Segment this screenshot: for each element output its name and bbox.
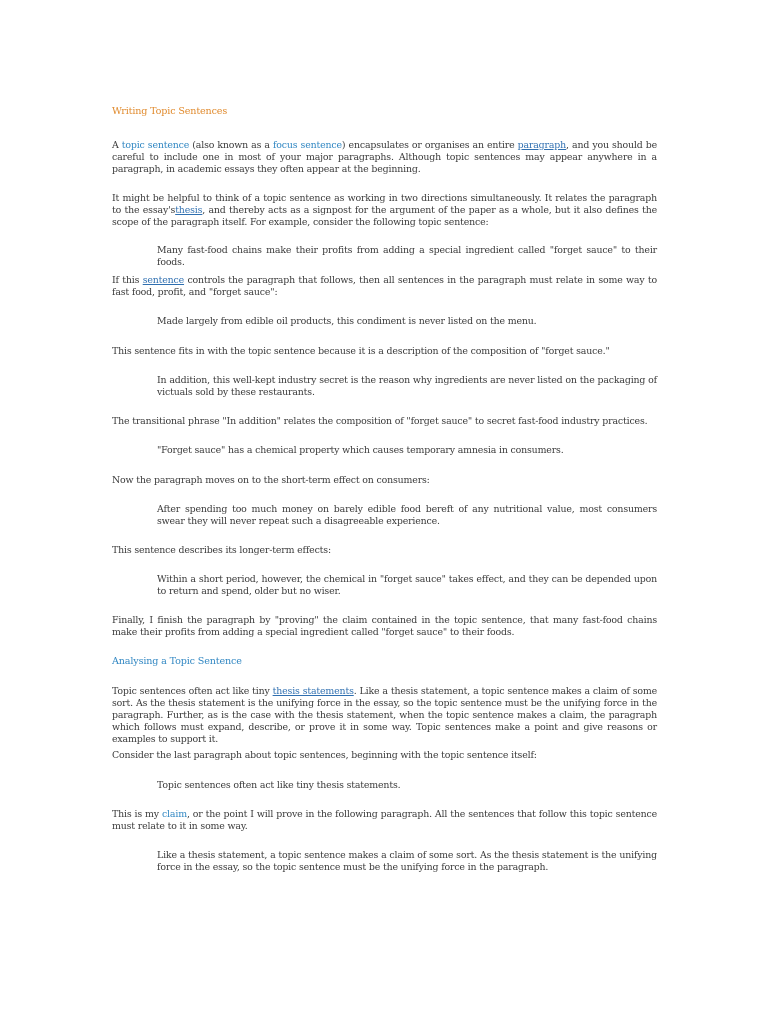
keyword-topic-sentence: topic sentence <box>121 140 190 151</box>
text: It might be helpful to think of a topic sentence as working in two directions simultaneously. It relates the paragraph to the essay's <box>112 193 657 216</box>
paragraph: Consider the last paragraph about topic sentences, beginning with the topic sentence itself: <box>112 750 537 761</box>
text: Topic sentences often act like tiny <box>112 686 273 697</box>
section-heading: Analysing a Topic Sentence <box>112 656 242 667</box>
text: If this <box>112 275 143 286</box>
example-quote: Many fast-food chains make their profits from adding a special ingredient called "forget sauce" to their foods. <box>157 245 657 268</box>
text: ) encapsulates or organises an entire <box>341 140 518 151</box>
example-quote: Within a short period, however, the chemical in "forget sauce" takes effect, and they can be depended upon to return and spend, older but no wiser. <box>157 574 657 597</box>
text: . Like a thesis statement, a topic sentence makes a claim of some sort. As the thesis statement is the unifying force in the essay, so the topic sentence must be the unifying force in the paragraph. Further, as is the case with the thesis statement, when the topic sentence makes a claim, the paragraph which follows must expand, describe, or prove it in some way. Topic sentences make a point and give reasons or examples to support it. <box>112 686 657 745</box>
link-sentence[interactable]: sentence <box>142 275 185 286</box>
text: A <box>112 140 122 151</box>
text: , or the point I will prove in the following paragraph. All the sentences that follow this topic sentence must relate to it in some way. <box>112 809 658 832</box>
link-paragraph[interactable]: paragraph <box>517 140 567 151</box>
keyword-claim: claim <box>161 809 187 820</box>
example-quote: Like a thesis statement, a topic sentence makes a claim of some sort. As the thesis statement is the unifying force in the essay, so the topic sentence must be the unifying force in the paragraph. <box>157 850 657 873</box>
example-quote: After spending too much money on barely edible food bereft of any nutritional value, most consumers swear they will never repeat such a disagreeable experience. <box>157 504 657 527</box>
text: , and thereby acts as a signpost for the argument of the paper as a whole, but it also defines the scope of the paragraph itself. For example, consider the following topic sentence: <box>112 205 657 228</box>
link-thesis[interactable]: thesis <box>175 205 203 216</box>
paragraph: Now the paragraph moves on to the short-term effect on consumers: <box>112 475 430 486</box>
paragraph: The transitional phrase "In addition" relates the composition of "forget sauce" to secret fast-food industry practices. <box>112 416 648 427</box>
paragraph: This sentence fits in with the topic sentence because it is a description of the composition of "forget sauce." <box>112 346 610 357</box>
paragraph-directions <box>112 193 657 229</box>
text: (also known as a <box>189 140 273 151</box>
example-quote: "Forget sauce" has a chemical property which causes temporary amnesia in consumers. <box>157 445 564 456</box>
example-quote: Made largely from edible oil products, this condiment is never listed on the menu. <box>157 316 537 327</box>
example-quote: Topic sentences often act like tiny thesis statements. <box>157 780 401 791</box>
paragraph-controls <box>112 275 657 299</box>
section-heading: Writing Topic Sentences <box>112 106 228 117</box>
keyword-focus-sentence: focus sentence <box>272 140 342 151</box>
paragraph-claim <box>112 809 657 833</box>
example-quote: In addition, this well-kept industry secret is the reason why ingredients are never listed on the packaging of victuals sold by these restaurants. <box>157 375 657 398</box>
paragraph: Finally, I finish the paragraph by "proving" the claim contained in the topic sentence, that many fast-food chains make their profits from adding a special ingredient called "forget sauce" to their foods. <box>112 615 657 638</box>
text: This is my <box>112 809 162 820</box>
text: controls the paragraph that follows, then all sentences in the paragraph must relate in some way to fast food, profit, and "forget sauce": <box>112 275 657 298</box>
paragraph-intro <box>112 140 657 176</box>
paragraph-analysing <box>112 686 657 746</box>
text: , and you should be careful to include one in most of your major paragraphs. Although topic sentences may appear anywhere in a paragraph, in academic essays they often appear at the beginning. <box>112 140 657 175</box>
link-thesis-statements[interactable]: thesis statements <box>272 686 354 697</box>
paragraph: This sentence describes its longer-term effects: <box>112 545 331 556</box>
